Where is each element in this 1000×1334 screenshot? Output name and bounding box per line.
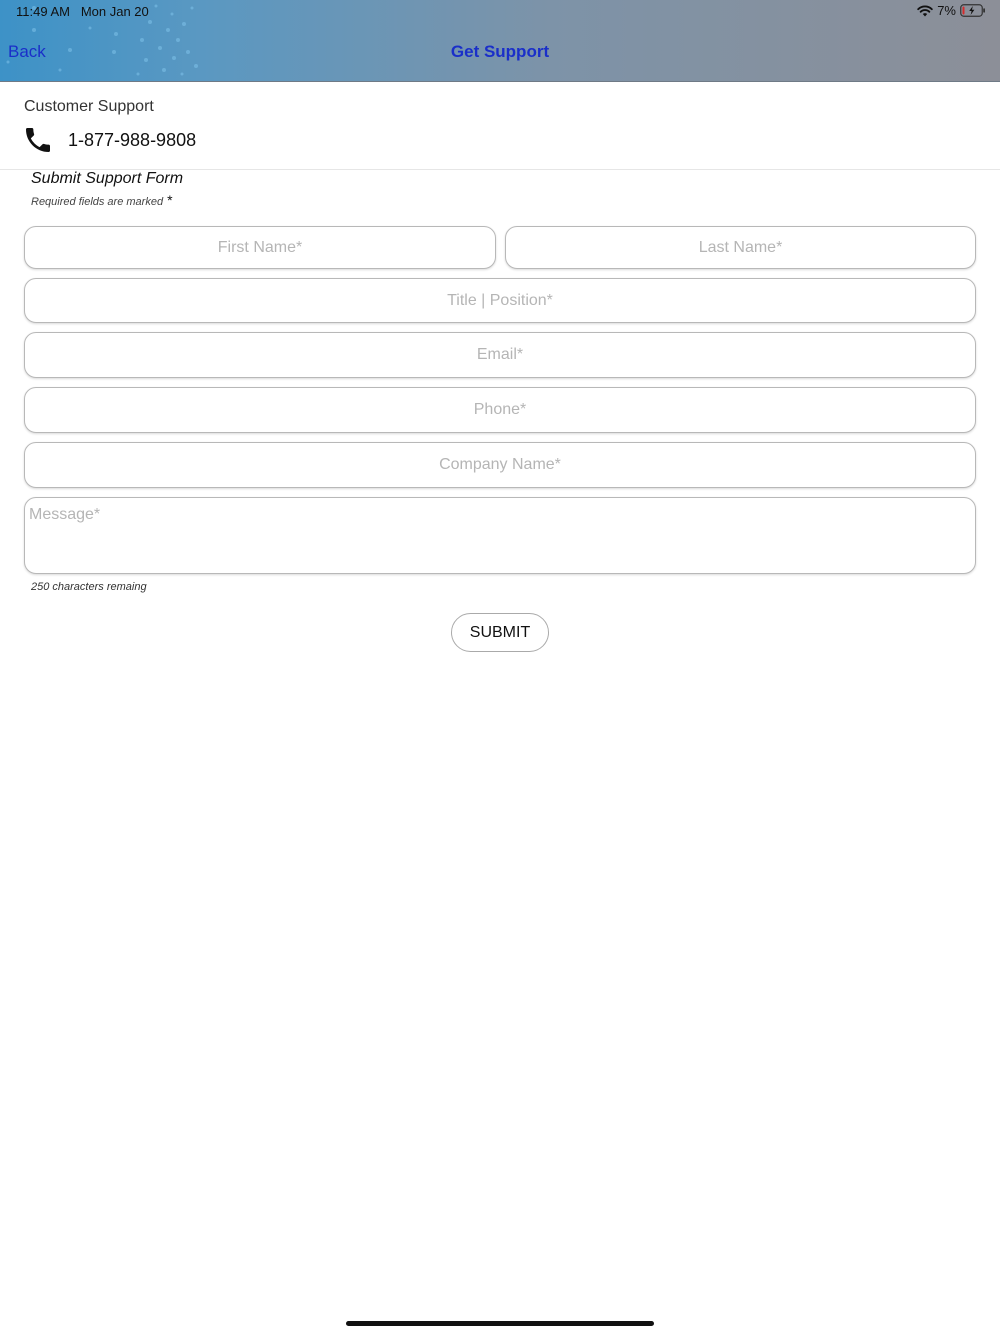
- characters-remaining: 250 characters remaing: [31, 581, 147, 593]
- submit-button[interactable]: SUBMIT: [451, 613, 549, 652]
- company-name-field[interactable]: [24, 442, 976, 488]
- phone-number: 1-877-988-9808: [68, 129, 197, 150]
- email-field[interactable]: [24, 332, 976, 378]
- last-name-field[interactable]: [505, 226, 976, 269]
- first-name-field[interactable]: [24, 226, 496, 269]
- nav-bar: [0, 0, 1000, 82]
- form-title: Submit Support Form: [31, 170, 184, 187]
- home-indicator[interactable]: [346, 1321, 654, 1326]
- back-button[interactable]: Back: [8, 42, 46, 61]
- status-indicators: [917, 3, 986, 18]
- status-time: 11:49 AM Mon Jan 20: [16, 4, 149, 19]
- phone-field[interactable]: [24, 387, 976, 433]
- customer-support-label: Customer Support: [24, 98, 154, 115]
- required-marker: *: [167, 192, 173, 208]
- required-fields-note: Required fields are marked *: [31, 192, 173, 208]
- phone-icon: [22, 124, 54, 156]
- message-field[interactable]: [24, 497, 976, 574]
- battery-percent: 7%: [937, 3, 956, 18]
- battery-charging-icon: [960, 4, 986, 17]
- page-title: Get Support: [450, 42, 550, 61]
- wifi-icon: [917, 5, 933, 17]
- title-position-field[interactable]: [24, 278, 976, 323]
- support-phone-link[interactable]: [22, 124, 196, 156]
